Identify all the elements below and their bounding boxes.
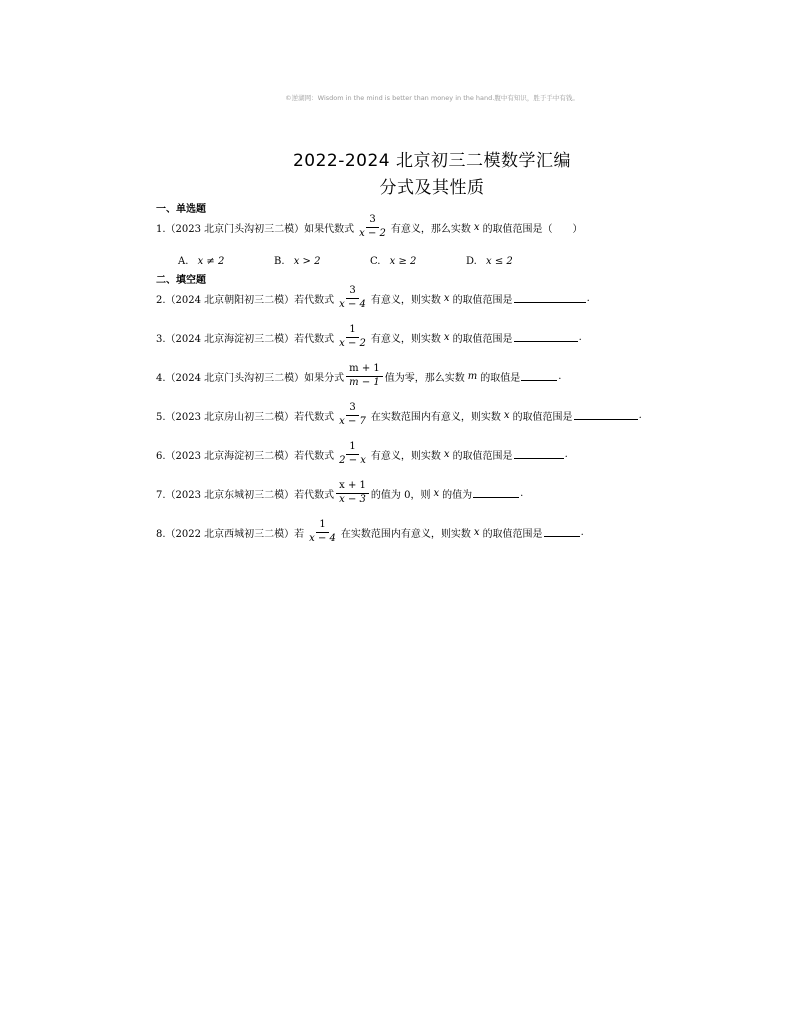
answer-blank[interactable] [514,449,564,459]
option-expression: x ≥ 2 [389,256,417,267]
fraction-numerator: 1 [346,325,358,338]
question-1-prefix: 1.（2023 北京门头沟初三二模）如果代数式 [156,223,355,235]
fraction-denominator: 2 − x [339,454,366,466]
question-4-fraction [346,364,383,388]
fraction-numerator: m + 1 [346,364,383,377]
fraction-denominator: x − 7 [339,415,366,427]
section-heading-single-choice: 一、单选题 [156,204,206,215]
page-title: 2022-2024 北京初三二模数学汇编 [292,151,572,171]
question-6 [156,442,568,466]
fraction-numerator: 1 [346,442,358,455]
question-2-suffix2: 的取值范围是 [452,294,513,306]
page-subtitle: 分式及其性质 [379,178,485,198]
question-7-suffix: 的值为 0，则 [370,489,431,501]
fraction-denominator: m − 1 [349,376,380,388]
question-1-variable: x [473,221,480,233]
question-8-fraction [306,520,339,544]
question-7-variable: x [433,487,440,499]
option-label: A. [178,256,189,267]
question-4-prefix: 4.（2024 北京门头沟初三二模）如果分式 [156,372,345,384]
question-2-end: . [586,292,590,304]
question-1-fraction [356,215,389,239]
question-3-end: . [578,331,582,343]
question-2-variable: x [443,292,450,304]
answer-blank[interactable] [473,488,519,498]
question-7-end: . [520,487,524,499]
fraction-denominator: x − 4 [309,532,336,544]
option-d[interactable] [466,256,562,267]
question-2-suffix: 有意义，则实数 [370,294,441,306]
question-7-fraction [336,481,369,505]
option-a[interactable] [178,256,274,267]
question-6-fraction [336,442,369,466]
question-8-prefix: 8.（2022 北京西城初三二模）若 [156,528,305,540]
fraction-denominator: x − 2 [339,337,366,349]
watermark: ©逆湖网：Wisdom in the mind is better than money in the hand.腹中有知识，胜于手中有钱。 [285,94,579,102]
question-7 [156,481,523,505]
question-8-suffix2: 的取值范围是 [482,528,543,540]
option-label: D. [466,256,477,267]
question-5-end: . [638,409,642,421]
question-6-prefix: 6.（2023 北京海淀初三二模）若代数式 [156,450,335,462]
section-heading-fill-blank: 二、填空题 [156,275,206,286]
answer-options [178,256,562,267]
question-7-suffix2: 的值为 [442,489,473,501]
question-5-suffix2: 的取值范围是 [512,411,573,423]
question-1 [156,215,583,239]
question-4-variable: m [467,370,478,382]
fraction-numerator: x + 1 [336,481,369,494]
question-2 [156,286,590,310]
question-6-suffix: 有意义，则实数 [370,450,441,462]
question-4-suffix: 值为零，那么实数 [384,372,465,384]
fraction-numerator: 3 [366,215,378,228]
question-8-variable: x [473,526,480,538]
option-label: C. [370,256,381,267]
question-8 [156,520,584,544]
question-8-suffix: 在实数范围内有意义，则实数 [340,528,471,540]
question-7-prefix: 7.（2023 北京东城初三二模）若代数式 [156,489,335,501]
question-5 [156,403,642,427]
question-2-prefix: 2.（2024 北京朝阳初三二模）若代数式 [156,294,335,306]
question-3-fraction [336,325,369,349]
fraction-numerator: 3 [346,403,358,416]
fraction-numerator: 1 [316,520,328,533]
answer-blank[interactable] [544,527,580,537]
fraction-denominator: x − 3 [339,493,366,505]
question-2-fraction [336,286,369,310]
question-6-end: . [564,448,568,460]
question-5-prefix: 5.（2023 北京房山初三二模）若代数式 [156,411,335,423]
answer-blank[interactable] [521,371,557,381]
question-3 [156,325,582,349]
option-b[interactable] [274,256,370,267]
question-5-variable: x [503,409,510,421]
question-4-suffix2: 的取值是 [480,372,521,384]
option-c[interactable] [370,256,466,267]
answer-blank[interactable] [574,410,638,420]
question-3-prefix: 3.（2024 北京海淀初三二模）若代数式 [156,333,335,345]
question-6-suffix2: 的取值范围是 [452,450,513,462]
question-3-suffix2: 的取值范围是 [452,333,513,345]
question-4 [156,364,561,388]
question-1-suffix2: 的取值范围是（ ） [482,223,583,235]
question-3-suffix: 有意义，则实数 [370,333,441,345]
question-8-end: . [580,526,584,538]
question-5-suffix: 在实数范围内有意义，则实数 [370,411,501,423]
fraction-denominator: x − 4 [339,298,366,310]
question-5-fraction [336,403,369,427]
question-6-variable: x [443,448,450,460]
option-expression: x ≠ 2 [197,256,225,267]
answer-blank[interactable] [514,332,578,342]
option-expression: x ≤ 2 [486,256,513,267]
question-4-end: . [558,370,562,382]
answer-blank[interactable] [514,293,586,303]
question-3-variable: x [443,331,450,343]
option-expression: x > 2 [293,256,321,267]
fraction-numerator: 3 [346,286,358,299]
fraction-denominator: x − 2 [359,227,386,239]
option-label: B. [274,256,285,267]
question-1-suffix: 有意义，那么实数 [390,223,471,235]
